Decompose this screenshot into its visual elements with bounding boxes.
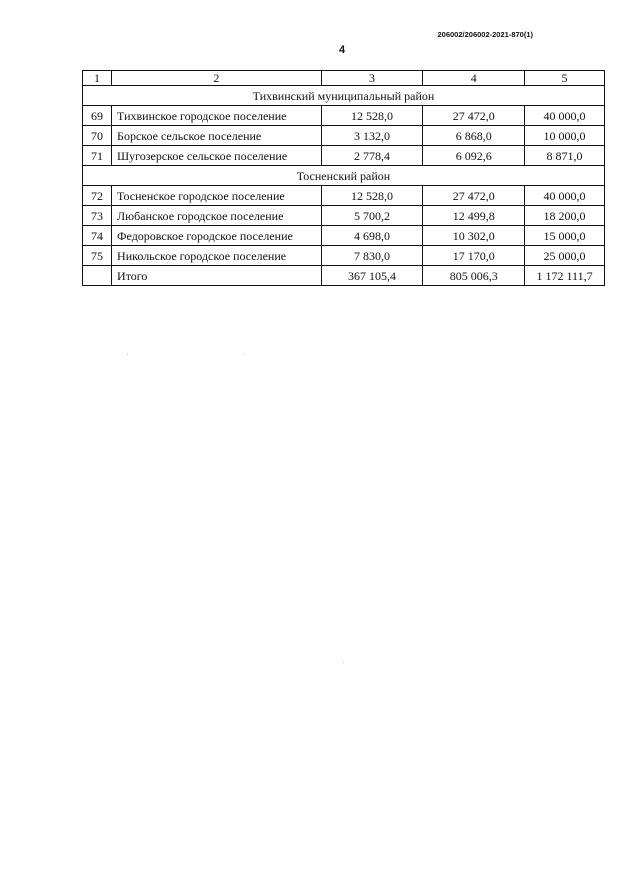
total-col3: 367 105,4	[321, 266, 423, 286]
settlement-name: Никольское городское поселение	[112, 246, 322, 266]
value-col5: 40 000,0	[525, 106, 605, 126]
section-title: Тосненский район	[83, 166, 605, 186]
value-col5: 15 000,0	[525, 226, 605, 246]
value-col3: 2 778,4	[321, 146, 423, 166]
total-label: Итого	[112, 266, 322, 286]
section-row	[83, 166, 605, 186]
value-col5: 10 000,0	[525, 126, 605, 146]
table-row	[83, 226, 605, 246]
table-row	[83, 206, 605, 226]
value-col3: 7 830,0	[321, 246, 423, 266]
value-col4: 27 472,0	[423, 106, 525, 126]
row-number: 69	[83, 106, 112, 126]
column-header: 4	[423, 71, 525, 86]
value-col3: 12 528,0	[321, 186, 423, 206]
table-row	[83, 146, 605, 166]
column-header: 2	[112, 71, 322, 86]
document-id: 206002/206002-2021-870(1)	[437, 30, 533, 39]
column-header: 5	[525, 71, 605, 86]
page-number: 4	[338, 44, 346, 56]
value-col4: 17 170,0	[423, 246, 525, 266]
value-col3: 3 132,0	[321, 126, 423, 146]
total-col4: 805 006,3	[423, 266, 525, 286]
scan-speck	[127, 354, 128, 355]
table-row	[83, 126, 605, 146]
table-row	[83, 246, 605, 266]
row-number	[83, 266, 112, 286]
value-col3: 5 700,2	[321, 206, 423, 226]
table-header-row	[83, 71, 605, 86]
row-number: 73	[83, 206, 112, 226]
total-col5: 1 172 111,7	[525, 266, 605, 286]
value-col5: 40 000,0	[525, 186, 605, 206]
settlement-name: Шугозерское сельское поселение	[112, 146, 322, 166]
scan-speck	[243, 354, 244, 355]
value-col4: 12 499,8	[423, 206, 525, 226]
row-number: 72	[83, 186, 112, 206]
value-col3: 4 698,0	[321, 226, 423, 246]
scan-speck	[343, 662, 344, 663]
value-col4: 6 868,0	[423, 126, 525, 146]
section-title: Тихвинский муниципальный район	[83, 86, 605, 106]
value-col4: 27 472,0	[423, 186, 525, 206]
value-col4: 10 302,0	[423, 226, 525, 246]
column-header: 3	[321, 71, 423, 86]
value-col5: 25 000,0	[525, 246, 605, 266]
settlement-name: Любанское городское поселение	[112, 206, 322, 226]
table-row	[83, 106, 605, 126]
value-col4: 6 092,6	[423, 146, 525, 166]
row-number: 74	[83, 226, 112, 246]
settlement-name: Федоровское городское поселение	[112, 226, 322, 246]
total-row	[83, 266, 605, 286]
value-col3: 12 528,0	[321, 106, 423, 126]
value-col5: 18 200,0	[525, 206, 605, 226]
settlement-name: Тосненское городское поселение	[112, 186, 322, 206]
table-row	[83, 186, 605, 206]
row-number: 75	[83, 246, 112, 266]
column-header: 1	[83, 71, 112, 86]
data-table	[82, 70, 605, 286]
section-row	[83, 86, 605, 106]
settlement-name: Тихвинское городское поселение	[112, 106, 322, 126]
settlement-name: Борское сельское поселение	[112, 126, 322, 146]
row-number: 71	[83, 146, 112, 166]
value-col5: 8 871,0	[525, 146, 605, 166]
row-number: 70	[83, 126, 112, 146]
